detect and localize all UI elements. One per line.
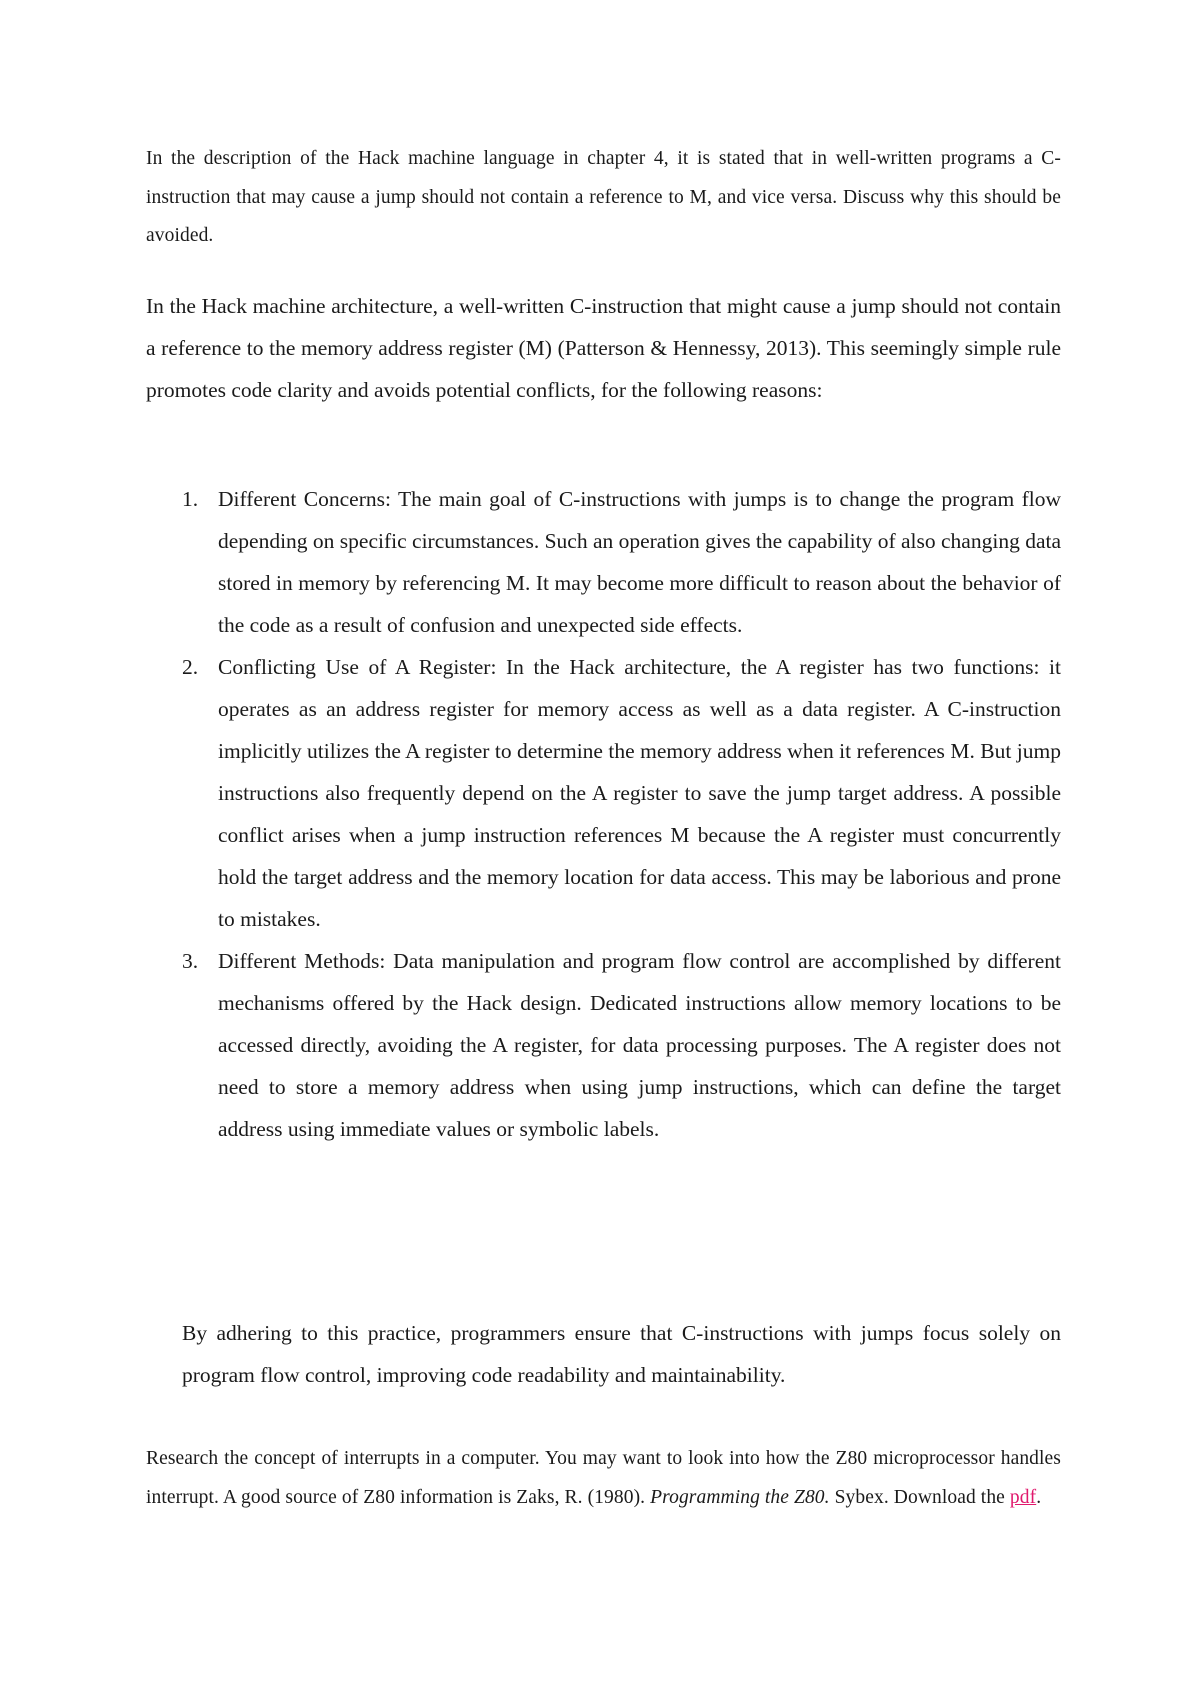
question-2-text bbox=[146, 1440, 1061, 1517]
pdf-download-link[interactable]: pdf bbox=[1009, 1486, 1037, 1508]
list-number: 2. bbox=[182, 655, 199, 679]
question-2-end: . bbox=[1036, 1486, 1042, 1508]
reason-item-different-concerns bbox=[146, 478, 1061, 646]
reason-text: Different Methods: Data manipulation and program flow control are accomplished by different mechanisms offered by the Hack design. Dedicated instructions allow memory locations to be accessed directly, avoiding the A register, for data processing purposes. The A register does not need to store a memory address when using jump instructions, which can define the target address using immediate values or symbolic labels. bbox=[218, 949, 1061, 1141]
conclusion-paragraph: By adhering to this practice, programmers ensure that C-instructions with jumps focus solely on program flow control, improving code readability and maintainability. bbox=[182, 1321, 1061, 1387]
reason-item-conflicting-use bbox=[146, 646, 1061, 940]
question-2-publisher: Sybex. Download the bbox=[829, 1486, 1010, 1508]
question-1-text: In the description of the Hack machine language in chapter 4, it is stated that in well-written programs a C-instruction that may cause a jump should not contain a reference to M, and vice versa. Discuss why this should be avoided. bbox=[146, 148, 1061, 246]
list-number: 3. bbox=[182, 949, 199, 973]
question-2-intro: Research the concept of interrupts in a computer. You may want to look into how the Z80 microprocessor handles interrupt. A good source of Z80 information is Zaks, R. (1980). bbox=[146, 1448, 1061, 1508]
reason-item-different-methods bbox=[146, 940, 1061, 1150]
answer-intro-paragraph: In the Hack machine architecture, a well-written C-instruction that might cause a jump should not contain a reference to the memory address register (M) (Patterson & Hennessy, 2013). This seemingly simple rule promotes code clarity and avoids potential conflicts, for the following reasons: bbox=[146, 294, 1061, 402]
reasons-list bbox=[146, 478, 1061, 1150]
book-title: Programming the Z80. bbox=[650, 1486, 830, 1508]
reason-text: Conflicting Use of A Register: In the Hack architecture, the A register has two functions: it operates as an address register for memory access as well as a data register. A C-instruction implicitly utilizes the A register to determine the memory address when it references M. But jump instructions also frequently depend on the A register to save the jump target address. A possible conflict arises when a jump instruction references M because the A register must concurrently hold the target address and the memory location for data access. This may be laborious and prone to mistakes. bbox=[218, 655, 1061, 931]
reason-text: Different Concerns: The main goal of C-instructions with jumps is to change the program flow depending on specific circumstances. Such an operation gives the capability of also changing data stored in memory by referencing M. It may become more difficult to reason about the behavior of the code as a result of confusion and unexpected side effects. bbox=[218, 487, 1062, 637]
list-number: 1. bbox=[182, 487, 199, 511]
